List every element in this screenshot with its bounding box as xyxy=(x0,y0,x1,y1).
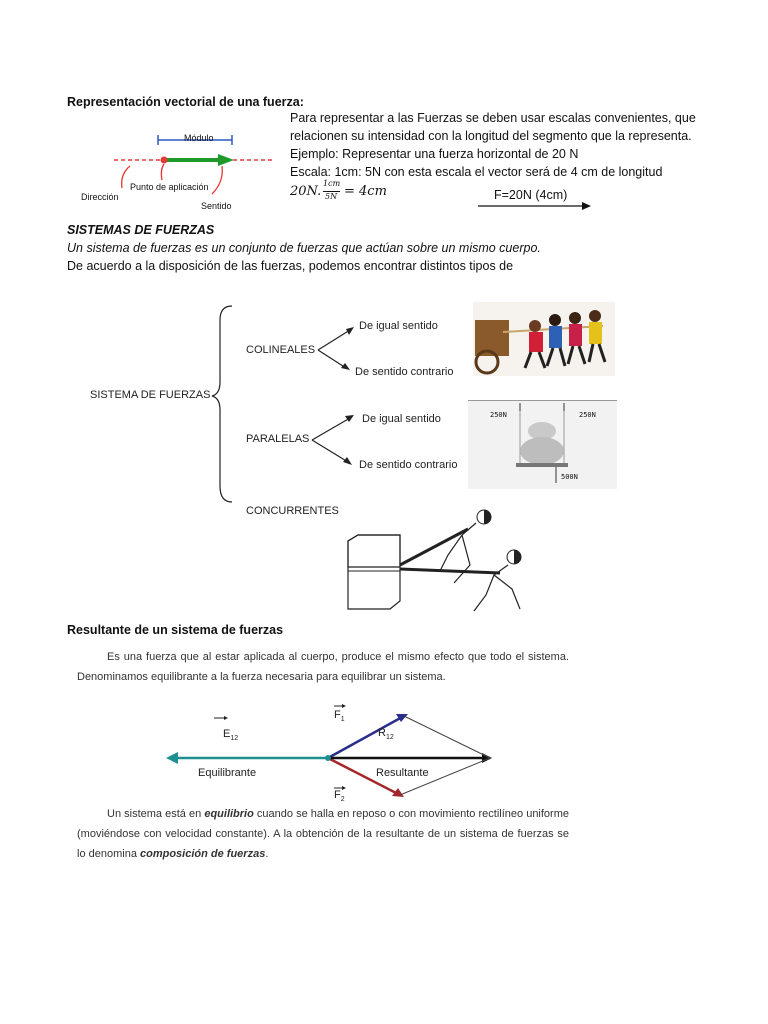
section-title-vector: Representación vectorial de una fuerza: xyxy=(67,95,304,109)
paralelas-igual: De igual sentido xyxy=(362,413,441,425)
section-title-resultante: Resultante de un sistema de fuerzas xyxy=(67,623,284,637)
colineales-igual: De igual sentido xyxy=(359,320,438,332)
formula-lhs: 20N. xyxy=(290,184,322,199)
text-line: Escala: 1cm: 5N con esta escala el vector será de 4 cm de longitud xyxy=(290,165,663,179)
e12-label: $E_{12}$ xyxy=(223,728,239,743)
force-500: 500N xyxy=(561,473,578,481)
definition-text: Un sistema de fuerzas es un conjunto de fuerzas que actúan sobre un mismo cuerpo. xyxy=(67,241,541,255)
paralelas-label: PARALELAS xyxy=(246,433,310,445)
formula-rhs: = 4cm xyxy=(344,184,387,199)
section-title-sistemas: SISTEMAS DE FUERZAS xyxy=(67,223,215,237)
equilibrio-paragraph: Un sistema está en equilibrio cuando se halla en reposo o con movimiento rectilíneo uniforme (moviéndose con velocidad constante). A la obtención de la resultante de un sistema de fuerzas se lo denomina composición de fuerzas. xyxy=(77,808,569,860)
vector-label: F=20N (4cm) xyxy=(494,188,568,202)
r12-label: $R_{12}$ xyxy=(378,727,394,742)
direccion-label: Dirección xyxy=(81,192,119,202)
force-250-right: 250N xyxy=(579,411,596,419)
concurrent-forces-image xyxy=(344,505,530,615)
punto-aplicacion-label: Punto de aplicación xyxy=(130,182,209,192)
concurrentes-label: CONCURRENTES xyxy=(246,505,339,517)
colineales-label: COLINEALES xyxy=(246,344,316,356)
vector-figure xyxy=(78,128,278,216)
tug-of-war-image xyxy=(473,302,615,376)
resultante-paragraph: Es una fuerza que al estar aplicada al cuerpo, produce el mismo efecto que todo el sistema. Denominamos equilibrante a la fuerza necesaria para equilibrar un sistema. xyxy=(77,651,569,683)
text-line: Para representar a las Fuerzas se deben usar escalas convenientes, que xyxy=(290,111,696,125)
equilibrante-label: Equilibrante xyxy=(198,767,257,779)
intro-text: De acuerdo a la disposición de las fuerzas, podemos encontrar distintos tipos de xyxy=(67,259,514,273)
modulo-label: Módulo xyxy=(184,133,214,143)
vector-arrow xyxy=(476,200,596,212)
f1-label: $F_1$ xyxy=(334,709,345,724)
force-250-left: 250N xyxy=(490,411,507,419)
colineales-contrario: De sentido contrario xyxy=(355,366,454,378)
text-line: relacionen su intensidad con la longitud del segmento que la representa. xyxy=(290,129,692,143)
text-line: Ejemplo: Representar una fuerza horizontal de 20 N xyxy=(290,147,579,161)
root-label: SISTEMA DE FUERZAS xyxy=(90,389,211,401)
swing-image xyxy=(468,400,617,489)
paralelas-contrario: De sentido contrario xyxy=(359,459,458,471)
sentido-label: Sentido xyxy=(201,201,232,211)
formula-num: 1cm xyxy=(323,179,341,188)
f2-label: $F_2$ xyxy=(334,789,345,804)
resultante-label: Resultante xyxy=(376,767,429,779)
formula-den: 5N xyxy=(325,192,338,201)
